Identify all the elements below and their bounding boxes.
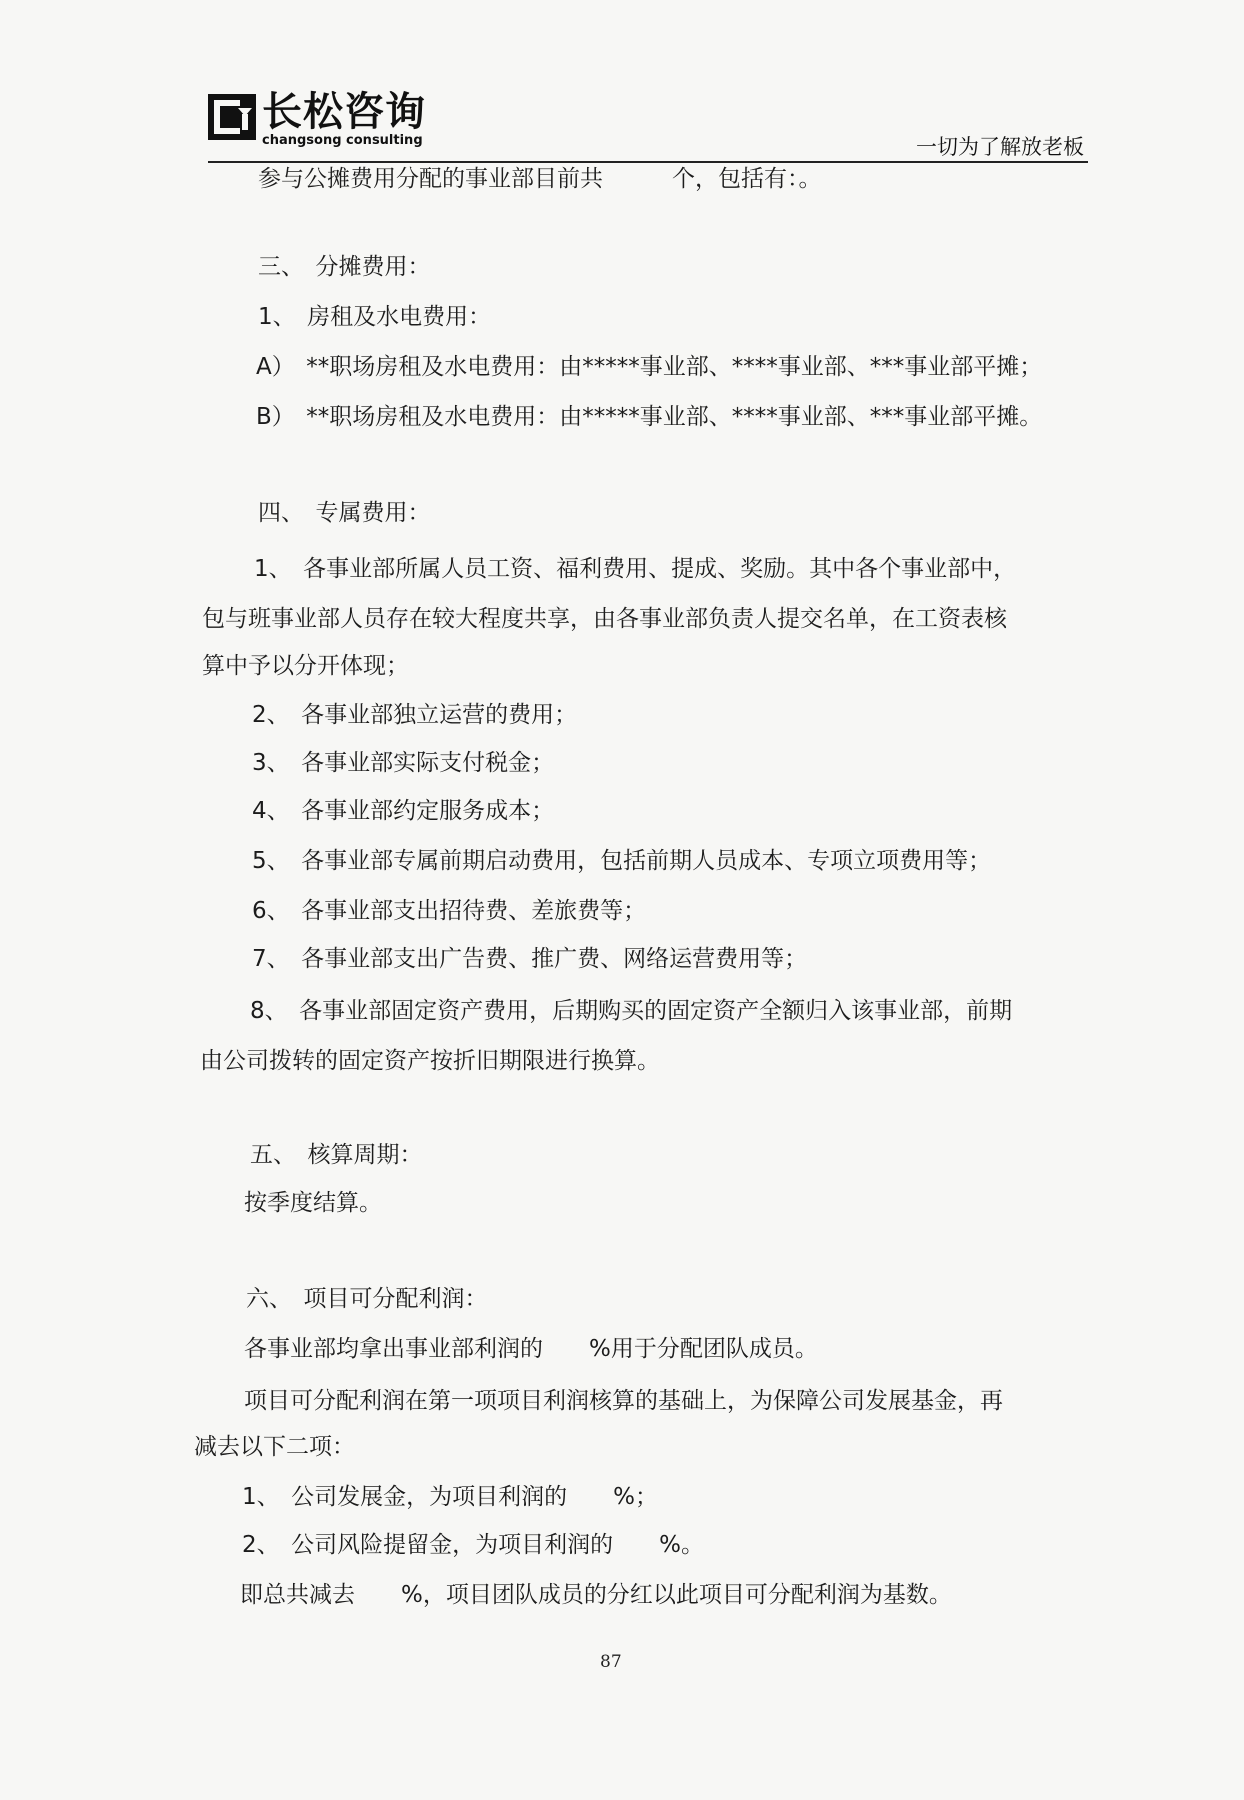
text-line: 项目可分配利润在第一项项目利润核算的基础上，为保障公司发展基金，再 [244,1388,1003,1414]
section-heading: 三、 分摊费用： [258,254,431,280]
text-line: 参与公摊费用分配的事业部目前共 个，包括有：。 [258,166,822,192]
text-line: 包与班事业部人员存在较大程度共享，由各事业部负责人提交名单，在工资表核 [202,606,1007,632]
logo-subtitle: changsong consulting [262,133,423,148]
text-line: 即总共减去 %，项目团队成员的分红以此项目可分配利润为基数。 [240,1582,952,1608]
text-line: 2、 公司风险提留金，为项目利润的 %。 [242,1532,704,1558]
text-line: 1、 公司发展金，为项目利润的 %； [242,1484,658,1510]
header-divider [208,161,1088,163]
changsong-logo-icon [208,94,256,140]
text-line: 1、 各事业部所属人员工资、福利费用、提成、奖励。其中各个事业部中， [254,556,1017,582]
section-heading: 六、 项目可分配利润： [246,1286,488,1312]
section-heading: 五、 核算周期： [250,1142,423,1168]
text-line: 3、 各事业部实际支付税金； [252,750,555,776]
text-line: 8、 各事业部固定资产费用，后期购买的固定资产全额归入该事业部，前期 [250,998,1013,1024]
text-line: 5、 各事业部专属前期启动费用，包括前期人员成本、专项立项费用等； [252,848,992,874]
text-line: 各事业部均拿出事业部利润的 %用于分配团队成员。 [244,1336,818,1362]
text-line: 7、 各事业部支出广告费、推广费、网络运营费用等； [252,946,808,972]
text-line: 减去以下二项： [194,1434,355,1460]
header-slogan: 一切为了解放老板 [916,135,1084,159]
logo-name: 长松咨询 [262,89,426,135]
text-line: A） **职场房租及水电费用：由*****事业部、****事业部、***事业部平摊； [256,354,1043,380]
text-line: 1、 房租及水电费用： [258,304,492,330]
text-line: 由公司拨转的固定资产按折旧期限进行换算。 [200,1048,660,1074]
section-heading: 四、 专属费用： [258,500,431,526]
text-line: 按季度结算。 [244,1190,382,1216]
text-line: B） **职场房租及水电费用：由*****事业部、****事业部、***事业部平摊。 [256,404,1043,430]
text-line: 2、 各事业部独立运营的费用； [252,702,578,728]
text-line: 算中予以分开体现； [202,653,409,679]
text-line: 6、 各事业部支出招待费、差旅费等； [252,898,647,924]
text-line: 4、 各事业部约定服务成本； [252,798,555,824]
page-number: 87 [600,1652,622,1672]
